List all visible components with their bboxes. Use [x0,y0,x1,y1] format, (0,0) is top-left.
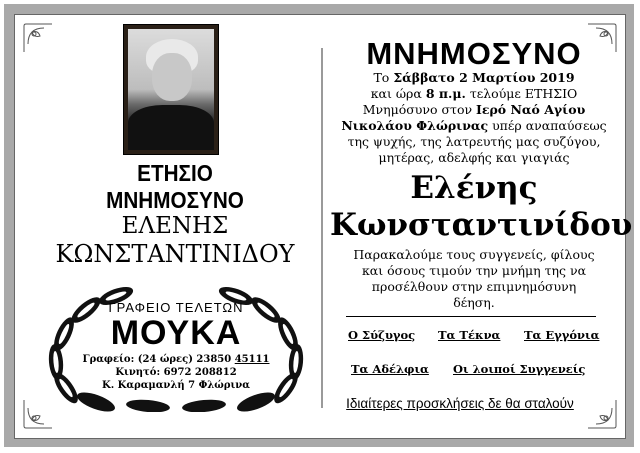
church-line-2: Νικολάου Φλώρινας υπέρ αναπαύσεως [341,118,607,133]
office-address: Κ. Καραμανλή 7 Φλώρινα [102,380,250,391]
corner-ornament-icon [22,22,54,54]
deceased-first-name: Ελένης [410,170,538,206]
relative-children: Τα Τέκνα [438,328,501,342]
separator-line [346,316,596,317]
church-line: Μνημόσυνο στον Ιερό Ναό Αγίου [362,102,586,117]
invitation-text-3: προσέλθουν στην επιμνημόσυνη [371,279,577,294]
relative-other: Οι λοιποί Συγγενείς [453,362,586,376]
funeral-office-name: ΜΟΥΚΑ [110,314,242,352]
funeral-office-label: ΓΡΑΦΕΙΟ ΤΕΛΕΤΩΝ [108,300,244,315]
office-phone: Γραφείο: (24 ώρες) 23850 45111 [82,354,270,365]
relative-siblings: Τα Αδέλφια [351,362,429,376]
relative-spouse: Ο Σύζυγος [348,328,416,342]
intro-text-2: μητέρας, αδελφής και γιαγιάς [378,150,570,165]
invitation-text: Παρακαλούμε τους συγγενείς, φίλους [353,247,595,262]
invitation-text-4: δέηση. [453,295,495,310]
deceased-last-name: Κωνσταντινίδου [330,207,633,243]
right-title: ΜΝΗΜΟΣΥΝΟ [366,36,582,71]
corner-ornament-icon [586,398,618,430]
left-name-last: ΚΩΝΣΤΑΝΤΙΝΙΔΟΥ [55,240,295,268]
intro-text: της ψυχής, της λατρευτής μας συζύγου, [347,134,601,149]
office-mobile: Κινητό: 6972 208812 [115,367,237,378]
time-line: και ώρα 8 π.μ. τελούμε ΕΤΗΣΙΟ [370,86,578,101]
column-divider [321,48,323,408]
invitation-text-2: και όσους τιμούν την μνήμη της να [361,263,587,278]
left-title-memorial: ΜΝΗΜΟΣΥΝΟ [106,187,244,213]
left-title-annual: ΕΤΗΣΙΟ [137,160,213,186]
footer-note: Ιδιαίτερες προσκλήσεις δε θα σταλούν [346,396,574,411]
relative-grandchildren: Τα Εγγόνια [524,328,600,342]
portrait-photo-frame [123,24,219,155]
portrait-photo [128,29,214,150]
left-name-first: ΕΛΕΝΗΣ [121,213,229,239]
date-line: Το Σάββατο 2 Μαρτίου 2019 [373,70,575,85]
